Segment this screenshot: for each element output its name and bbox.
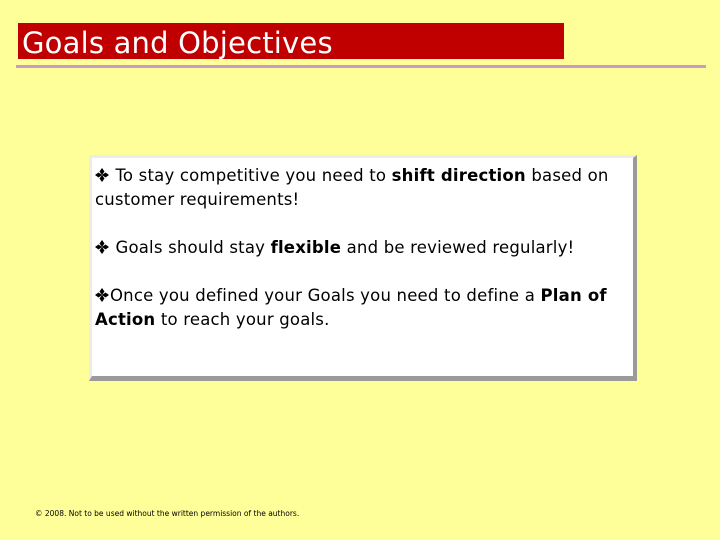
bullet-2-emphasis: flexible — [270, 238, 342, 257]
slide-title: Goals and Objectives — [18, 23, 564, 59]
diamond-bullet-icon — [95, 240, 109, 254]
diamond-bullet-icon — [95, 288, 109, 302]
bullet-3-text-end: to reach your goals. — [155, 310, 330, 329]
diamond-bullet-icon — [95, 168, 109, 182]
bullet-2-text-end: and be reviewed regularly! — [341, 238, 575, 257]
bullet-item-3 — [95, 284, 623, 332]
content-box — [89, 155, 637, 381]
title-underline-rule — [16, 65, 706, 68]
bullet-2-text: Goals should stay — [115, 238, 271, 257]
bullet-1-text: To stay competitive you need to — [115, 166, 392, 185]
bullet-1-text-end: based on customer requirements! — [95, 166, 609, 209]
bullet-3-emphasis: Plan of Action — [95, 286, 607, 329]
copyright-footer: © 2008. Not to be used without the written permission of the authors. — [35, 509, 300, 518]
bullet-1-emphasis: shift direction — [391, 166, 526, 185]
bullet-3-text: Once you defined your Goals you need to define a — [110, 286, 541, 305]
bullet-item-2 — [95, 236, 623, 260]
bullet-item-1 — [95, 164, 623, 212]
